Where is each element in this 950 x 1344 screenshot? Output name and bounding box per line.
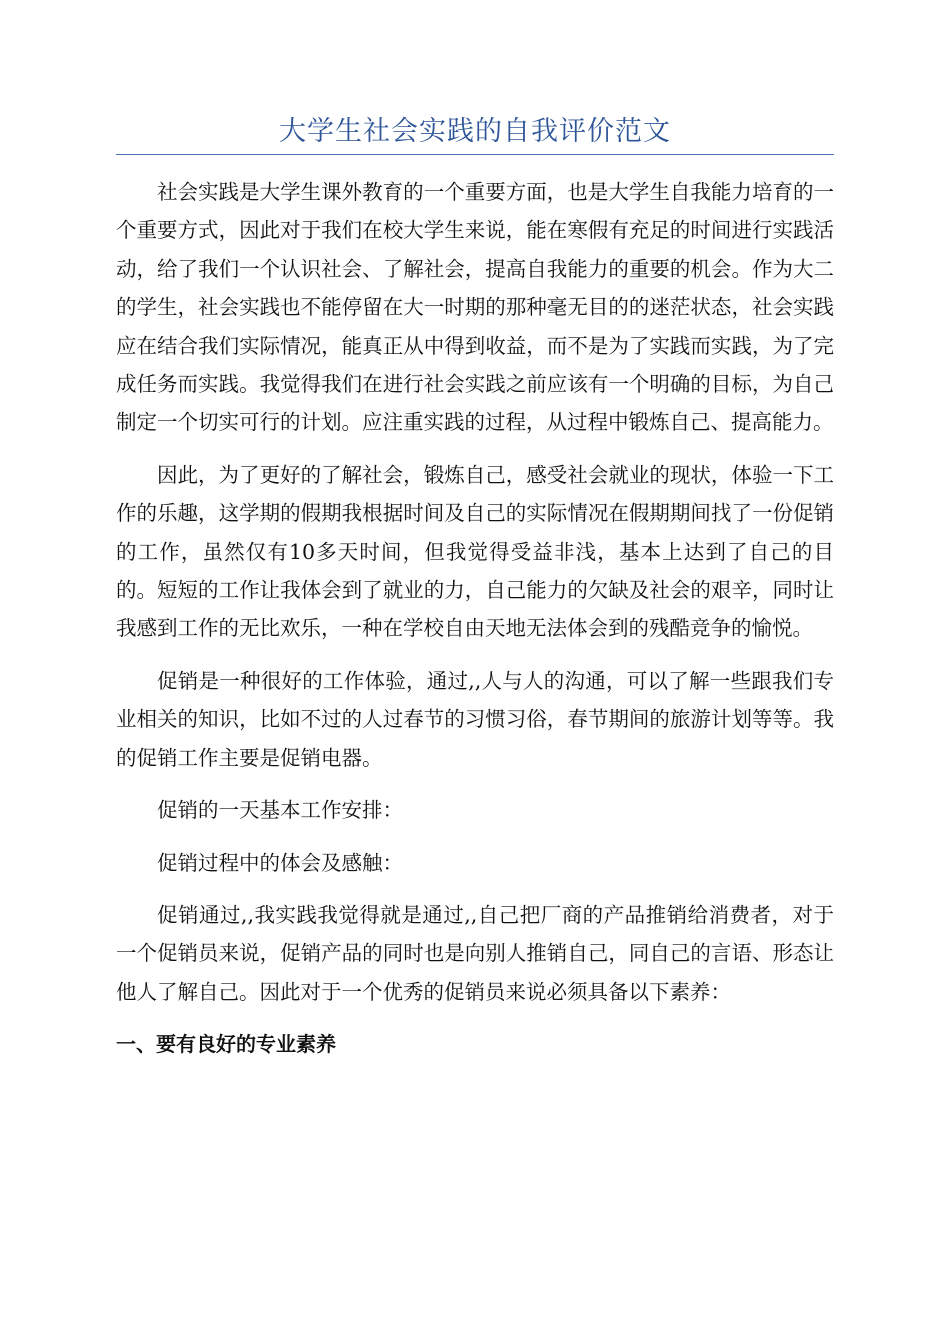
paragraph-2: 因此，为了更好的了解社会，锻炼自己，感受社会就业的现状，体验一下工作的乐趣，这学期的假期我根据时间及自己的实际情况在假期期间找了一份促销的工作，虽然仅有10多天时间，但我觉得受益非浅，基本上达到了自己的目的。短短的工作让我体会到了就业的力，自己能力的欠缺及社会的艰辛，同时让我感到工作的无比欢乐，一种在学校自由天地无法体会到的残酷竞争的愉悦。 <box>116 462 834 641</box>
paragraph-5: 促销过程中的体会及感触： <box>157 850 403 875</box>
document-body <box>116 173 834 1064</box>
paragraph-1: 社会实践是大学生课外教育的一个重要方面，也是大学生自我能力培育的一个重要方式，因此对于我们在校大学生来说，能在寒假有充足的时间进行实践活动，给了我们一个认识社会、了解社会，提高自我能力的重要的机会。作为大二的学生，社会实践也不能停留在大一时期的那种毫无目的的迷茫状态，社会实践应在结合我们实际情况，能真正从中得到收益，而不是为了实践而实践，为了完成任务而实践。我觉得我们在进行社会实践之前应该有一个明确的目标，为自己制定一个切实可行的计划。应注重实践的过程，从过程中锻炼自己、提高能力。 <box>116 180 834 435</box>
paragraph-3: 促销是一种很好的工作体验，通过,,人与人的沟通，可以了解一些跟我们专业相关的知识，比如不过的人过春节的习惯习俗，春节期间的旅游计划等等。我的促销工作主要是促销电器。 <box>116 668 834 770</box>
paragraph-4: 促销的一天基本工作安排： <box>157 798 403 823</box>
document-title: 大学生社会实践的自我评价范文 <box>279 116 671 147</box>
paragraph-6: 促销通过,,我实践我觉得就是通过,,自己把厂商的产品推销给消费者，对于一个促销员来说，促销产品的同时也是向别人推销自己，同自己的言语、形态让他人了解自己。因此对于一个优秀的促销员来说必须具备以下素养： <box>116 902 834 1004</box>
section-heading: 一、要有良好的专业素养 <box>116 1032 336 1057</box>
title-underline <box>116 154 834 155</box>
